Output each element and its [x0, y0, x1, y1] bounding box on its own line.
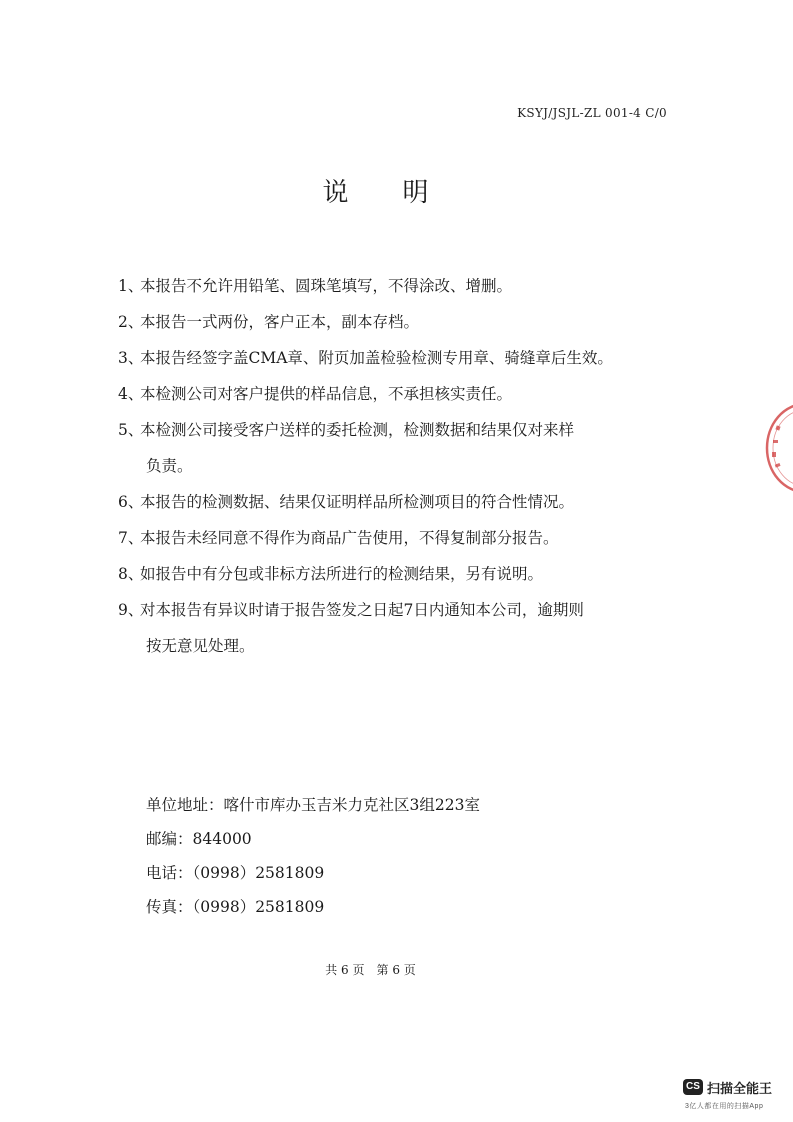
- seam-stamp-icon: [757, 400, 793, 496]
- postcode-line: 邮编：844000: [146, 830, 252, 848]
- note-text: 对本报告有异议时请于报告签发之日起7日内通知本公司，逾期则: [140, 601, 584, 619]
- page-number: [0, 961, 767, 978]
- notes-list: [118, 268, 678, 664]
- list-item: [118, 520, 678, 556]
- note-continuation: 负责。: [146, 457, 193, 475]
- note-number: 4、: [118, 385, 144, 403]
- phone-line: 电话：（0998）2581809: [146, 864, 325, 882]
- note-text: 本报告未经同意不得作为商品广告使用，不得复制部分报告。: [140, 529, 559, 547]
- note-number: 3、: [118, 349, 144, 367]
- note-number: 6、: [118, 493, 144, 511]
- list-item: [118, 304, 678, 340]
- note-continuation: 按无意见处理。: [146, 637, 255, 655]
- note-number: 9、: [118, 601, 144, 619]
- scanner-watermark: [683, 1076, 789, 1116]
- list-item: [118, 484, 678, 520]
- note-text: 本报告一式两份，客户正本，副本存档。: [140, 313, 420, 331]
- list-item: [118, 412, 678, 484]
- note-text: 本检测公司对客户提供的样品信息，不承担核实责任。: [140, 385, 513, 403]
- note-number: 8、: [118, 565, 144, 583]
- contact-info: [146, 788, 480, 924]
- note-text: 如报告中有分包或非标方法所进行的检测结果，另有说明。: [140, 565, 544, 583]
- note-text: 本检测公司接受客户送样的委托检测，检测数据和结果仅对来样: [140, 421, 575, 439]
- scanner-tagline: 3亿人都在用的扫描App: [685, 1103, 764, 1110]
- list-item: [118, 340, 678, 376]
- list-item: [118, 592, 678, 664]
- fax-line: 传真：（0998）2581809: [146, 898, 325, 916]
- note-text: 本报告的检测数据、结果仅证明样品所检测项目的符合性情况。: [140, 493, 575, 511]
- address-line: 单位地址：喀什市库办玉吉米力克社区3组223室: [146, 796, 480, 814]
- document-code: KSYJ/JSJL-ZL 001-4 C/0: [517, 106, 667, 120]
- camscanner-icon: CS: [683, 1079, 703, 1095]
- page-total: 共 6 页: [325, 963, 365, 977]
- list-item: [118, 376, 678, 412]
- note-number: 2、: [118, 313, 144, 331]
- title-char-2: 明: [402, 178, 431, 208]
- note-text: 本报告不允许用铅笔、圆珠笔填写，不得涂改、增删。: [140, 277, 513, 295]
- page-title: [0, 172, 773, 209]
- page-current: 第 6 页: [376, 963, 416, 977]
- note-number: 1、: [118, 277, 144, 295]
- list-item: [118, 268, 678, 304]
- title-char-1: 说: [322, 178, 351, 208]
- scanner-name: 扫描全能王: [707, 1081, 773, 1096]
- note-number: 7、: [118, 529, 144, 547]
- list-item: [118, 556, 678, 592]
- note-number: 5、: [118, 421, 144, 439]
- note-text: 本报告经签字盖CMA章、附页加盖检验检测专用章、骑缝章后生效。: [140, 349, 613, 367]
